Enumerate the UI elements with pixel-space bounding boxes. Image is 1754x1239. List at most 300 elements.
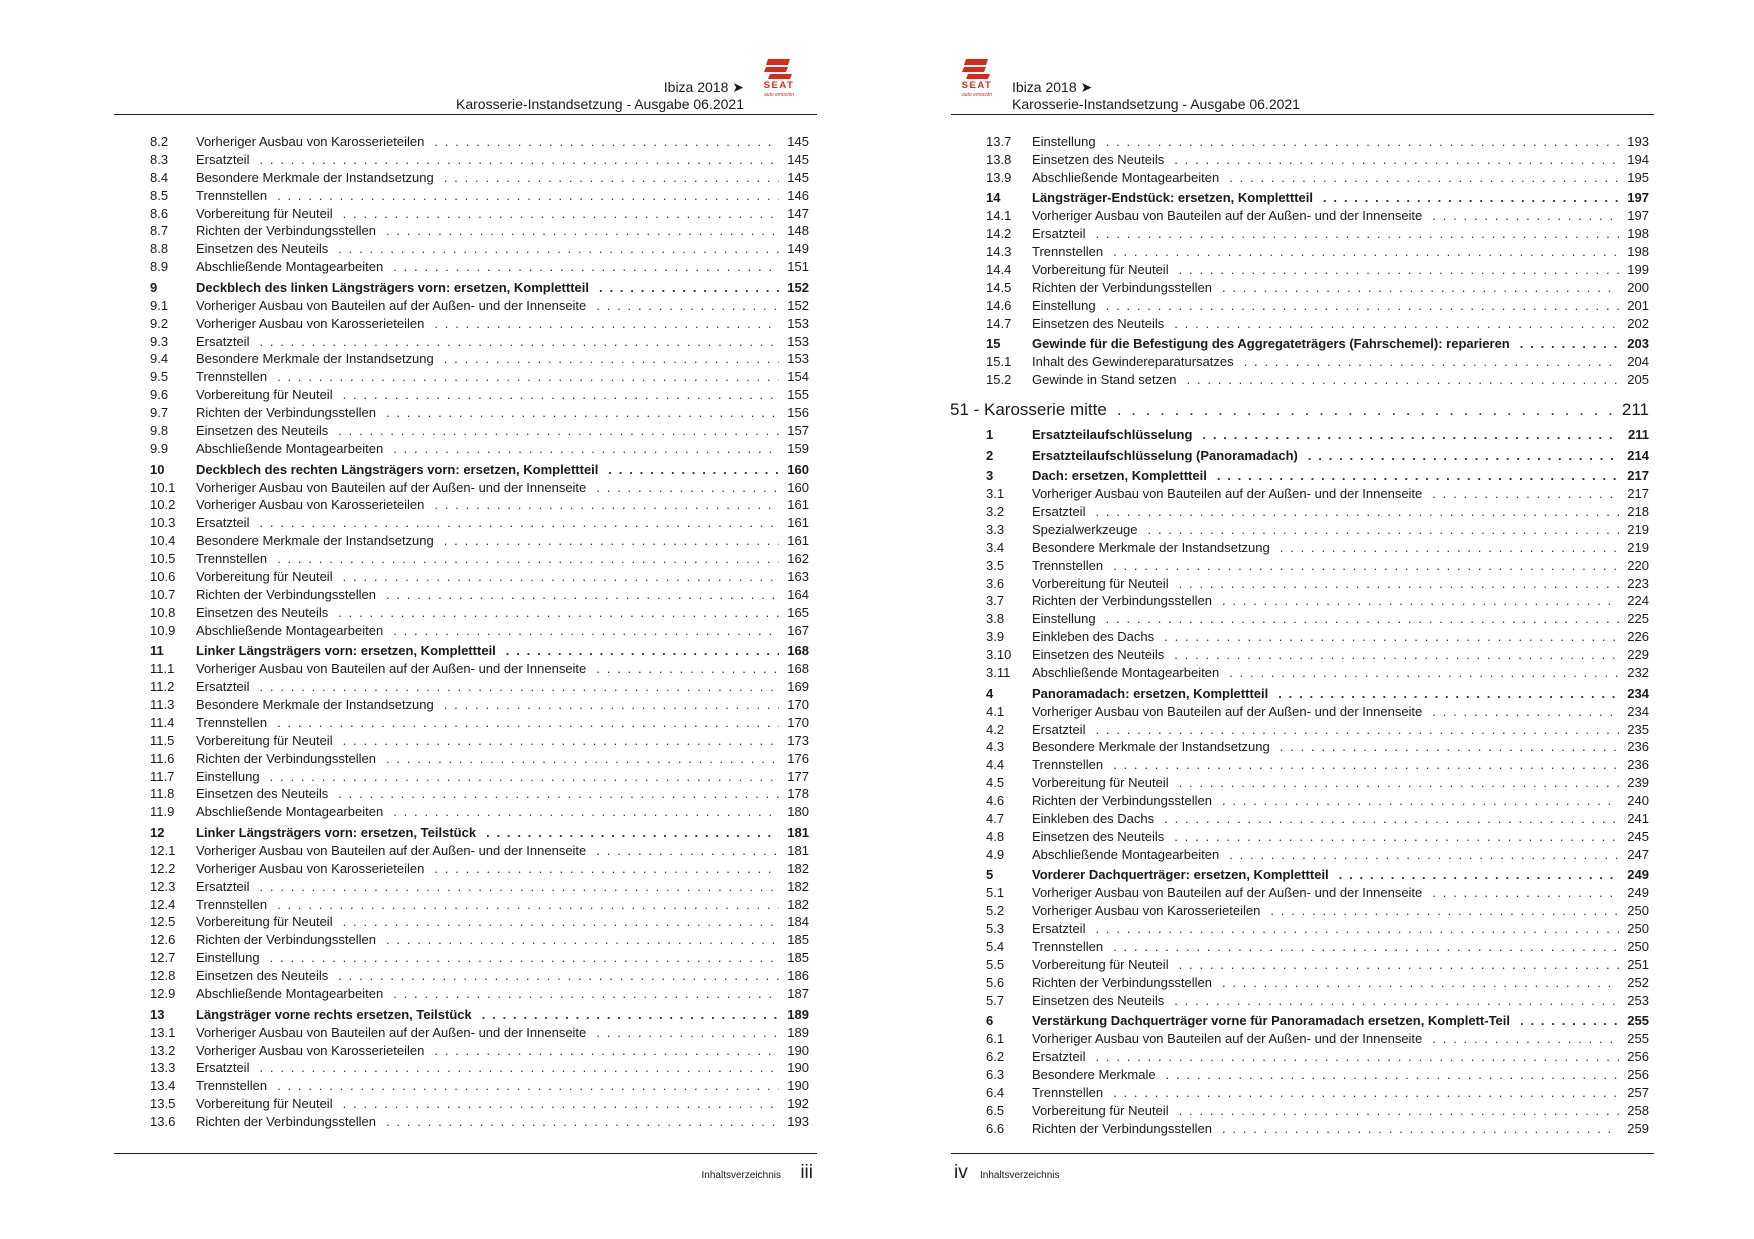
entry-page-number: 147	[787, 205, 809, 221]
toc-entry[interactable]	[986, 846, 1649, 864]
dot-leader	[1280, 539, 1620, 557]
dot-leader	[259, 1059, 779, 1077]
toc-entry[interactable]	[986, 902, 1649, 920]
seat-logo	[755, 58, 803, 104]
entry-page-number: 250	[1627, 921, 1649, 937]
entry-number: 11.5	[150, 732, 175, 748]
toc-entry[interactable]	[986, 792, 1649, 810]
toc-entry[interactable]	[150, 1024, 809, 1042]
entry-page-number: 205	[1627, 372, 1649, 388]
toc-entry[interactable]	[986, 539, 1649, 557]
entry-number: 11.7	[150, 768, 175, 784]
dot-leader	[343, 205, 780, 223]
entry-number: 6	[986, 1013, 994, 1029]
toc-entry[interactable]	[150, 1095, 809, 1113]
toc-entry[interactable]	[150, 660, 809, 678]
dot-leader	[1270, 902, 1619, 920]
entry-title: Einsetzen des Neuteils	[196, 241, 329, 257]
entry-page-number: 169	[787, 679, 809, 695]
toc-entry[interactable]	[150, 240, 809, 258]
entry-page-number: 250	[1627, 938, 1649, 954]
entry-page-number: 145	[787, 169, 809, 185]
dot-leader	[386, 586, 779, 604]
header-subtitle: Karosserie-Instandsetzung - Ausgabe 06.2021	[456, 96, 744, 112]
entry-number: 15.2	[986, 372, 1012, 388]
toc-entry[interactable]	[150, 514, 809, 532]
toc-entry[interactable]	[150, 205, 809, 223]
dot-leader	[1113, 557, 1619, 575]
entry-title: Vorbereitung für Neuteil	[196, 568, 333, 584]
entry-title: Einstellung	[1032, 297, 1096, 313]
entry-page-number: 149	[787, 241, 809, 257]
toc-entry[interactable]	[150, 622, 809, 640]
toc-entry[interactable]	[986, 371, 1649, 389]
toc-section-heading[interactable]	[150, 279, 809, 297]
dot-leader	[1229, 846, 1619, 864]
entry-title: Trennstellen	[196, 551, 268, 567]
toc-entry[interactable]	[150, 187, 809, 205]
footer-rule	[114, 1153, 817, 1154]
entry-title: Besondere Merkmale der Instandsetzung	[196, 169, 434, 185]
dot-leader	[1113, 756, 1619, 774]
dot-leader	[343, 913, 780, 931]
toc-entry[interactable]	[150, 368, 809, 386]
toc-entry[interactable]	[150, 496, 809, 514]
entry-number: 9.9	[150, 440, 169, 456]
toc-entry[interactable]	[986, 243, 1649, 261]
entry-page-number: 239	[1627, 775, 1649, 791]
entry-page-number: 219	[1627, 521, 1649, 537]
header-rule	[114, 114, 817, 115]
entry-number: 12.7	[150, 950, 176, 966]
logo-tagline: auto emoción	[763, 92, 795, 98]
toc-entry[interactable]	[150, 297, 809, 315]
dot-leader	[1222, 592, 1619, 610]
entry-page-number: 193	[787, 1114, 809, 1130]
entry-title: Einstellung	[196, 950, 260, 966]
toc-section-heading[interactable]	[986, 189, 1649, 207]
toc-entry[interactable]	[986, 1066, 1649, 1084]
entry-number: 12.5	[150, 914, 176, 930]
toc-entry[interactable]	[150, 258, 809, 276]
dot-leader	[393, 440, 779, 458]
entry-page-number: 211	[1628, 426, 1649, 442]
entry-title: Richten der Verbindungsstellen	[1032, 974, 1212, 990]
entry-title: Gewinde für die Befestigung des Aggregateträgers (Fahrschemel): reparieren	[1032, 336, 1510, 352]
toc-entry[interactable]	[986, 133, 1649, 151]
toc-entry[interactable]	[986, 225, 1649, 243]
entry-number: 3.3	[986, 521, 1005, 537]
entry-number: 4.7	[986, 810, 1005, 826]
toc-entry[interactable]	[150, 860, 809, 878]
entry-number: 11.3	[150, 697, 175, 712]
entry-number: 13.3	[150, 1060, 176, 1076]
toc-entry[interactable]	[150, 550, 809, 568]
toc-section-heading[interactable]	[150, 1006, 809, 1024]
dot-leader	[393, 803, 779, 821]
entry-title: Vorheriger Ausbau von Bauteilen auf der Außen- und der Innenseite	[1032, 885, 1423, 901]
entry-page-number: 256	[1627, 1049, 1649, 1065]
toc-entry[interactable]	[150, 732, 809, 750]
dot-leader	[1244, 353, 1620, 371]
toc-entry[interactable]	[986, 557, 1649, 575]
entry-number: 9.3	[150, 333, 169, 349]
dot-leader	[1179, 575, 1620, 593]
toc-entry[interactable]	[986, 521, 1649, 539]
dot-leader	[1217, 467, 1619, 485]
entry-page-number: 199	[1627, 262, 1649, 278]
toc-entry[interactable]	[986, 485, 1649, 503]
entry-number: 9.8	[150, 423, 169, 439]
dot-leader	[270, 768, 780, 786]
toc-entry[interactable]	[150, 896, 809, 914]
entry-title: Dach: ersetzen, Komplettteil	[1032, 468, 1207, 484]
toc-entry[interactable]	[986, 721, 1649, 739]
toc-entry[interactable]	[150, 878, 809, 896]
toc-entry[interactable]	[986, 884, 1649, 902]
entry-title: Abschließende Montagearbeiten	[196, 804, 384, 820]
entry-number: 14.5	[986, 279, 1012, 295]
dot-leader	[277, 550, 779, 568]
toc-entry[interactable]	[986, 974, 1649, 992]
toc-entry[interactable]	[986, 575, 1649, 593]
dot-leader	[1179, 261, 1620, 279]
toc-entry[interactable]	[986, 646, 1649, 664]
toc-entry[interactable]	[986, 756, 1649, 774]
dot-leader	[1432, 207, 1619, 225]
entry-title: Ersatzteil	[196, 878, 250, 894]
dot-leader	[1222, 279, 1619, 297]
toc-entry[interactable]	[986, 1120, 1649, 1138]
entry-page-number: 226	[1627, 629, 1649, 645]
entry-page-number: 225	[1627, 611, 1649, 627]
toc-entry[interactable]	[150, 315, 809, 333]
entry-number: 9.2	[150, 315, 169, 331]
dot-leader	[1187, 371, 1620, 389]
toc-entry[interactable]	[986, 279, 1649, 297]
entry-title: Ersatzteil	[196, 151, 250, 167]
entry-title: Trennstellen	[1032, 557, 1104, 573]
toc-entry[interactable]	[150, 333, 809, 351]
entry-title: Einsetzen des Neuteils	[1032, 828, 1165, 844]
entry-page-number: 217	[1627, 468, 1649, 484]
entry-number: 8.7	[150, 223, 169, 239]
entry-page-number: 253	[1627, 992, 1649, 1008]
dot-leader	[259, 678, 779, 696]
entry-page-number: 223	[1627, 575, 1649, 591]
dot-leader	[343, 568, 780, 586]
entry-page-number: 257	[1627, 1084, 1649, 1100]
entry-title: Richten der Verbindungsstellen	[1032, 793, 1212, 809]
entry-title: Vorheriger Ausbau von Karosserieteilen	[1032, 903, 1261, 919]
entry-page-number: 153	[787, 351, 809, 367]
entry-title: Einsetzen des Neuteils	[196, 604, 329, 620]
footer-label: Inhaltsverzeichnis	[980, 1170, 1060, 1181]
toc-entry[interactable]	[150, 440, 809, 458]
entry-page-number: 195	[1627, 169, 1649, 185]
toc-section-heading[interactable]	[150, 824, 809, 842]
entry-title: Ersatzteil	[1032, 721, 1086, 737]
dot-leader	[1179, 774, 1620, 792]
toc-entry[interactable]	[150, 785, 809, 803]
entry-number: 12.4	[150, 896, 176, 912]
toc-entry[interactable]	[150, 386, 809, 404]
toc-entry[interactable]	[986, 261, 1649, 279]
entry-title: Verstärkung Dachquerträger vorne für Panoramadach ersetzen, Komplett-Teil	[1032, 1013, 1511, 1029]
toc-section-heading[interactable]	[986, 335, 1649, 353]
toc-entry[interactable]	[150, 678, 809, 696]
entry-page-number: 167	[787, 622, 809, 638]
toc-entry[interactable]	[150, 967, 809, 985]
toc-entry[interactable]	[986, 628, 1649, 646]
toc-entry[interactable]	[150, 532, 809, 550]
toc-entry[interactable]	[986, 1084, 1649, 1102]
entry-number: 13.4	[150, 1078, 176, 1094]
entry-title: Besondere Merkmale der Instandsetzung	[1032, 739, 1270, 755]
entry-page-number: 220	[1627, 557, 1649, 573]
toc-entry[interactable]	[150, 1113, 809, 1131]
toc-list	[150, 133, 809, 1131]
entry-number: 4.4	[986, 757, 1005, 773]
entry-title: Vorheriger Ausbau von Karosserieteilen	[196, 315, 425, 331]
entry-page-number: 229	[1627, 647, 1649, 663]
toc-entry[interactable]	[986, 353, 1649, 371]
dot-leader	[1432, 884, 1619, 902]
dot-leader	[1095, 721, 1619, 739]
toc-entry[interactable]	[986, 1048, 1649, 1066]
toc-entry[interactable]	[150, 479, 809, 497]
dot-leader	[1164, 628, 1619, 646]
toc-section-heading[interactable]	[986, 866, 1649, 884]
toc-entry[interactable]	[150, 422, 809, 440]
entry-number: 6.5	[986, 1102, 1005, 1118]
entry-title: Einsetzen des Neuteils	[1032, 992, 1165, 1008]
entry-page-number: 250	[1627, 903, 1649, 919]
entry-number: 5.7	[986, 992, 1005, 1008]
entry-number: 4.1	[986, 703, 1005, 719]
entry-page-number: 170	[787, 714, 809, 730]
toc-entry[interactable]	[986, 592, 1649, 610]
logo-tagline: auto emoción	[961, 92, 993, 98]
footer-label: Inhaltsverzeichnis	[701, 1170, 781, 1181]
entry-page-number: 180	[787, 804, 809, 820]
dot-leader	[1095, 225, 1619, 243]
toc-section-heading[interactable]	[986, 1012, 1649, 1030]
entry-page-number: 190	[787, 1060, 809, 1076]
dot-leader	[1229, 664, 1619, 682]
toc-entry[interactable]	[986, 828, 1649, 846]
dot-leader	[596, 842, 779, 860]
entry-number: 13.2	[150, 1042, 176, 1058]
toc-entry[interactable]	[986, 703, 1649, 721]
dot-leader	[1106, 297, 1620, 315]
toc-section-heading[interactable]	[986, 447, 1649, 465]
entry-number: 14.7	[986, 315, 1012, 331]
toc-entry[interactable]	[150, 151, 809, 169]
entry-page-number: 185	[787, 932, 809, 948]
toc-entry[interactable]	[150, 1077, 809, 1095]
toc-entry[interactable]	[986, 610, 1649, 628]
entry-title: Trennstellen	[196, 369, 268, 385]
entry-title: Einsetzen des Neuteils	[1032, 315, 1165, 331]
entry-page-number: 157	[787, 423, 809, 439]
toc-entry[interactable]	[986, 207, 1649, 225]
toc-entry[interactable]	[150, 604, 809, 622]
toc-entry[interactable]	[150, 913, 809, 931]
toc-entry[interactable]	[150, 985, 809, 1003]
dot-leader	[434, 496, 779, 514]
entry-number: 6.4	[986, 1084, 1005, 1100]
entry-title: Trennstellen	[1032, 1084, 1104, 1100]
entry-page-number: 256	[1627, 1067, 1649, 1083]
entry-page-number: 182	[787, 878, 809, 894]
toc-chapter-heading[interactable]	[950, 397, 1649, 423]
entry-number: 14.4	[986, 262, 1012, 278]
toc-entry[interactable]	[986, 938, 1649, 956]
entry-title: Vorderer Dachquerträger: ersetzen, Komplettteil	[1032, 867, 1329, 883]
toc-entry[interactable]	[986, 1102, 1649, 1120]
toc-entry[interactable]	[150, 1042, 809, 1060]
toc-entry[interactable]	[150, 768, 809, 786]
entry-title: Ersatzteil	[1032, 921, 1086, 937]
entry-title: Einsetzen des Neuteils	[196, 423, 329, 439]
toc-entry[interactable]	[986, 151, 1649, 169]
toc-entry[interactable]	[150, 931, 809, 949]
entry-number: 14.2	[986, 226, 1012, 242]
entry-title: Ersatzteil	[1032, 226, 1086, 242]
toc-entry[interactable]	[986, 169, 1649, 187]
toc-entry[interactable]	[150, 568, 809, 586]
toc-entry[interactable]	[986, 664, 1649, 682]
toc-entry[interactable]	[150, 842, 809, 860]
entry-page-number: 255	[1627, 1013, 1649, 1029]
entry-title: Deckblech des rechten Längsträgers vorn: ersetzen, Komplettteil	[196, 461, 599, 477]
entry-title: Trennstellen	[196, 187, 268, 203]
entry-page-number: 252	[1627, 974, 1649, 990]
entry-number: 5.1	[986, 885, 1005, 901]
toc-section-heading[interactable]	[986, 426, 1649, 444]
dot-leader	[386, 222, 779, 240]
entry-title: Einsetzen des Neuteils	[1032, 151, 1165, 167]
dot-leader	[434, 860, 779, 878]
entry-number: 11.8	[150, 786, 175, 802]
entry-page-number: 186	[787, 968, 809, 984]
entry-title: Richten der Verbindungsstellen	[196, 405, 376, 421]
dot-leader	[1520, 1012, 1619, 1030]
dot-leader	[393, 258, 779, 276]
entry-number: 8.6	[150, 205, 169, 221]
toc-entry[interactable]	[150, 803, 809, 821]
toc-entry[interactable]	[150, 696, 809, 714]
entry-page-number: 161	[787, 515, 809, 531]
dot-leader	[434, 315, 779, 333]
toc-section-heading[interactable]	[986, 685, 1649, 703]
entry-title: Besondere Merkmale der Instandsetzung	[196, 351, 434, 367]
entry-page-number: 190	[787, 1042, 809, 1058]
entry-page-number: 148	[787, 223, 809, 239]
entry-number: 2	[986, 447, 994, 463]
entry-title: Ersatzteilaufschlüsselung	[1032, 426, 1193, 442]
entry-title: Vorbereitung für Neuteil	[196, 914, 333, 930]
toc-entry[interactable]	[986, 774, 1649, 792]
toc-entry[interactable]	[986, 297, 1649, 315]
dot-leader	[444, 696, 780, 714]
toc-entry[interactable]	[986, 1030, 1649, 1048]
toc-entry[interactable]	[986, 315, 1649, 333]
entry-title: Panoramadach: ersetzen, Komplettteil	[1032, 685, 1269, 701]
entry-number: 9.4	[150, 351, 169, 367]
dot-leader	[259, 151, 779, 169]
toc-entry[interactable]	[150, 949, 809, 967]
dot-leader	[599, 279, 779, 297]
entry-title: Ersatzteil	[196, 515, 250, 531]
toc-entry[interactable]	[986, 992, 1649, 1010]
toc-entry[interactable]	[150, 750, 809, 768]
toc-entry[interactable]	[986, 956, 1649, 974]
entry-title: Vorbereitung für Neuteil	[1032, 956, 1169, 972]
toc-entry[interactable]	[150, 169, 809, 187]
entry-page-number: 235	[1627, 721, 1649, 737]
entry-number: 3.8	[986, 611, 1005, 627]
entry-title: Abschließende Montagearbeiten	[196, 440, 384, 456]
toc-entry[interactable]	[150, 222, 809, 240]
entry-number: 13.1	[150, 1024, 176, 1040]
entry-number: 14.6	[986, 297, 1012, 313]
entry-title: Ersatzteil	[196, 1060, 250, 1076]
entry-page-number: 155	[787, 387, 809, 403]
entry-page-number: 185	[787, 950, 809, 966]
entry-title: Vorheriger Ausbau von Bauteilen auf der Außen- und der Innenseite	[196, 661, 587, 677]
toc-section-heading[interactable]	[150, 642, 809, 660]
entry-title: Vorheriger Ausbau von Bauteilen auf der Außen- und der Innenseite	[1032, 208, 1423, 224]
entry-number: 10.6	[150, 568, 176, 584]
entry-page-number: 184	[787, 914, 809, 930]
toc-entry[interactable]	[150, 586, 809, 604]
toc-entry[interactable]	[986, 738, 1649, 756]
toc-entry[interactable]	[150, 350, 809, 368]
toc-section-heading[interactable]	[986, 467, 1649, 485]
toc-section-heading[interactable]	[150, 461, 809, 479]
toc-entry[interactable]	[150, 133, 809, 151]
entry-number: 4.8	[986, 828, 1005, 844]
toc-entry[interactable]	[986, 920, 1649, 938]
entry-page-number: 160	[787, 479, 809, 495]
entry-number: 6.2	[986, 1049, 1005, 1065]
toc-entry[interactable]	[150, 714, 809, 732]
dot-leader	[277, 368, 779, 386]
dot-leader	[1202, 426, 1620, 444]
entry-page-number: 156	[787, 405, 809, 421]
entry-page-number: 159	[787, 440, 809, 456]
dot-leader	[596, 660, 779, 678]
toc-entry[interactable]	[150, 1059, 809, 1077]
entry-number: 13.7	[986, 134, 1012, 149]
entry-title: Richten der Verbindungsstellen	[196, 932, 376, 948]
entry-page-number: 217	[1627, 486, 1649, 502]
entry-number: 14.1	[986, 208, 1012, 224]
entry-page-number: 168	[787, 643, 809, 659]
entry-title: Besondere Merkmale der Instandsetzung	[196, 533, 434, 549]
dot-leader	[596, 479, 779, 497]
toc-entry[interactable]	[986, 503, 1649, 521]
dot-leader	[1179, 1102, 1620, 1120]
dot-leader	[1095, 1048, 1619, 1066]
entry-title: Deckblech des linken Längsträgers vorn: ersetzen, Komplettteil	[196, 279, 590, 295]
entry-title: Trennstellen	[196, 714, 268, 730]
entry-page-number: 160	[787, 461, 809, 477]
toc-entry[interactable]	[150, 404, 809, 422]
toc-entry[interactable]	[986, 810, 1649, 828]
